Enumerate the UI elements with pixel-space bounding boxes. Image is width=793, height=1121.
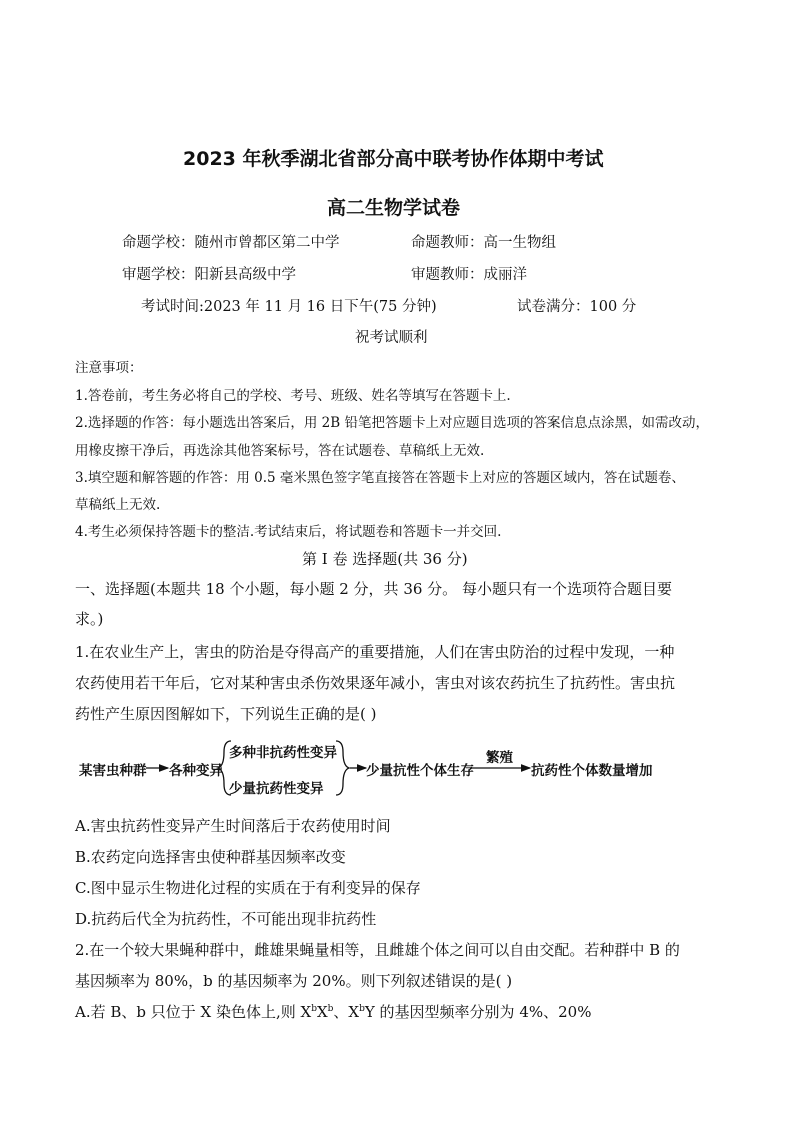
q1-option-a: A.害虫抗药性变异产生时间落后于农药使用时间 bbox=[75, 817, 391, 835]
good-luck-text: 祝考试顺利 bbox=[355, 330, 428, 346]
notes-heading: 注意事项： bbox=[75, 360, 143, 376]
q1-stem-line2: 农药使用若干年后，它对某种害虫杀伤效果逐年减小，害虫对该农药抗生了抗药性。害虫抗 bbox=[75, 674, 676, 692]
full-score: 试卷满分：100 分 bbox=[517, 299, 637, 315]
exam-time: 考试时间:2023 年 11 月 16 日下午(75 分钟) bbox=[141, 299, 437, 315]
q2-stem-line1: 2.在一个较大果蝇种群中，雌雄果蝇量相等，且雌雄个体之间可以自由交配。若种群中 B 的 bbox=[75, 941, 680, 959]
q2-option-a bbox=[75, 1001, 591, 1022]
part-title: 第 I 卷 选择题(共 36 分) bbox=[302, 550, 468, 568]
diagram-node-population: 某害虫种群 bbox=[79, 763, 147, 779]
section-instruction-line2: 求。) bbox=[75, 610, 104, 628]
q1-option-d: D.抗药后代全为抗药性，不可能出现非抗药性 bbox=[75, 910, 377, 928]
section-instruction-line1: 一、选择题(本题共 18 个小题，每小题 2 分，共 36 分。 每小题只有一个选项符合题目要 bbox=[75, 580, 672, 598]
q2-stem-line2: 基因频率为 80%，b 的基因频率为 20%。则下列叙述错误的是( ) bbox=[75, 972, 513, 990]
exam-subtitle: 高二生物学试卷 bbox=[327, 197, 461, 219]
diagram-branch-nonresistant: 多种非抗药性变异 bbox=[229, 745, 337, 761]
note-3-line2: 草稿纸上无效. bbox=[75, 497, 161, 513]
note-3-line1: 3.填空题和解答题的作答：用 0.5 毫米黑色签字笔直接答在答题卡上对应的答题区域内，答在试题卷、 bbox=[75, 470, 685, 486]
setting-teacher: 命题教师：高一生物组 bbox=[411, 235, 556, 251]
q2-option-a-sup3: b bbox=[359, 1004, 365, 1014]
q2-option-a-mid1: X bbox=[316, 1003, 328, 1021]
q2-option-a-sup1: b bbox=[311, 1004, 317, 1014]
q1-option-c: C.图中显示生物进化过程的实质在于有利变异的保存 bbox=[75, 879, 421, 897]
diagram-node-survival: 少量抗性个体生存 bbox=[366, 763, 474, 779]
q1-stem-line1: 1.在农业生产上，害虫的防治是夺得高产的重要措施，人们在害虫防治的过程中发现，一种 bbox=[75, 643, 675, 661]
note-4: 4.考生必须保持答题卡的整洁.考试结束后，将试题卷和答题卡一并交回. bbox=[75, 524, 502, 540]
diagram-node-increase: 抗药性个体数量增加 bbox=[531, 763, 653, 779]
review-teacher: 审题教师：成丽洋 bbox=[411, 267, 527, 283]
right-brace bbox=[336, 741, 349, 795]
note-1: 1.答卷前，考生务必将自己的学校、考号、班级、姓名等填写在答题卡上. bbox=[75, 388, 511, 404]
note-2-line2: 用橡皮擦干净后，再选涂其他答案标号，答在试题卷、草稿纸上无效. bbox=[75, 443, 485, 459]
q2-option-a-mid2: 、X bbox=[333, 1003, 360, 1021]
diagram-node-variation: 各种变异 bbox=[169, 763, 223, 779]
review-school: 审题学校：阳新县高级中学 bbox=[122, 267, 296, 283]
exam-title: 2023 年秋季湖北省部分高中联考协作体期中考试 bbox=[183, 148, 604, 170]
q1-stem-line3: 药性产生原因图解如下，下列说生正确的是( ) bbox=[75, 705, 377, 723]
q1-option-b: B.农药定向选择害虫使种群基因频率改变 bbox=[75, 848, 346, 866]
note-2-line1: 2.选择题的作答：每小题选出答案后，用 2B 铅笔把答题卡上对应题目选项的答案信息点涂黑，如需改动， bbox=[75, 415, 709, 431]
q2-option-a-suffix: Y 的基因型频率分别为 4%、20% bbox=[364, 1003, 592, 1021]
q2-option-a-sup2: b bbox=[327, 1004, 334, 1014]
setting-school: 命题学校：随州市曾都区第二中学 bbox=[122, 235, 340, 251]
q2-option-a-prefix: A.若 B、b 只位于 X 染色体上,则 X bbox=[75, 1003, 312, 1021]
diagram-arrow-label-reproduce: 繁殖 bbox=[486, 750, 513, 766]
diagram-branch-resistant: 少量抗药性变异 bbox=[229, 781, 324, 797]
